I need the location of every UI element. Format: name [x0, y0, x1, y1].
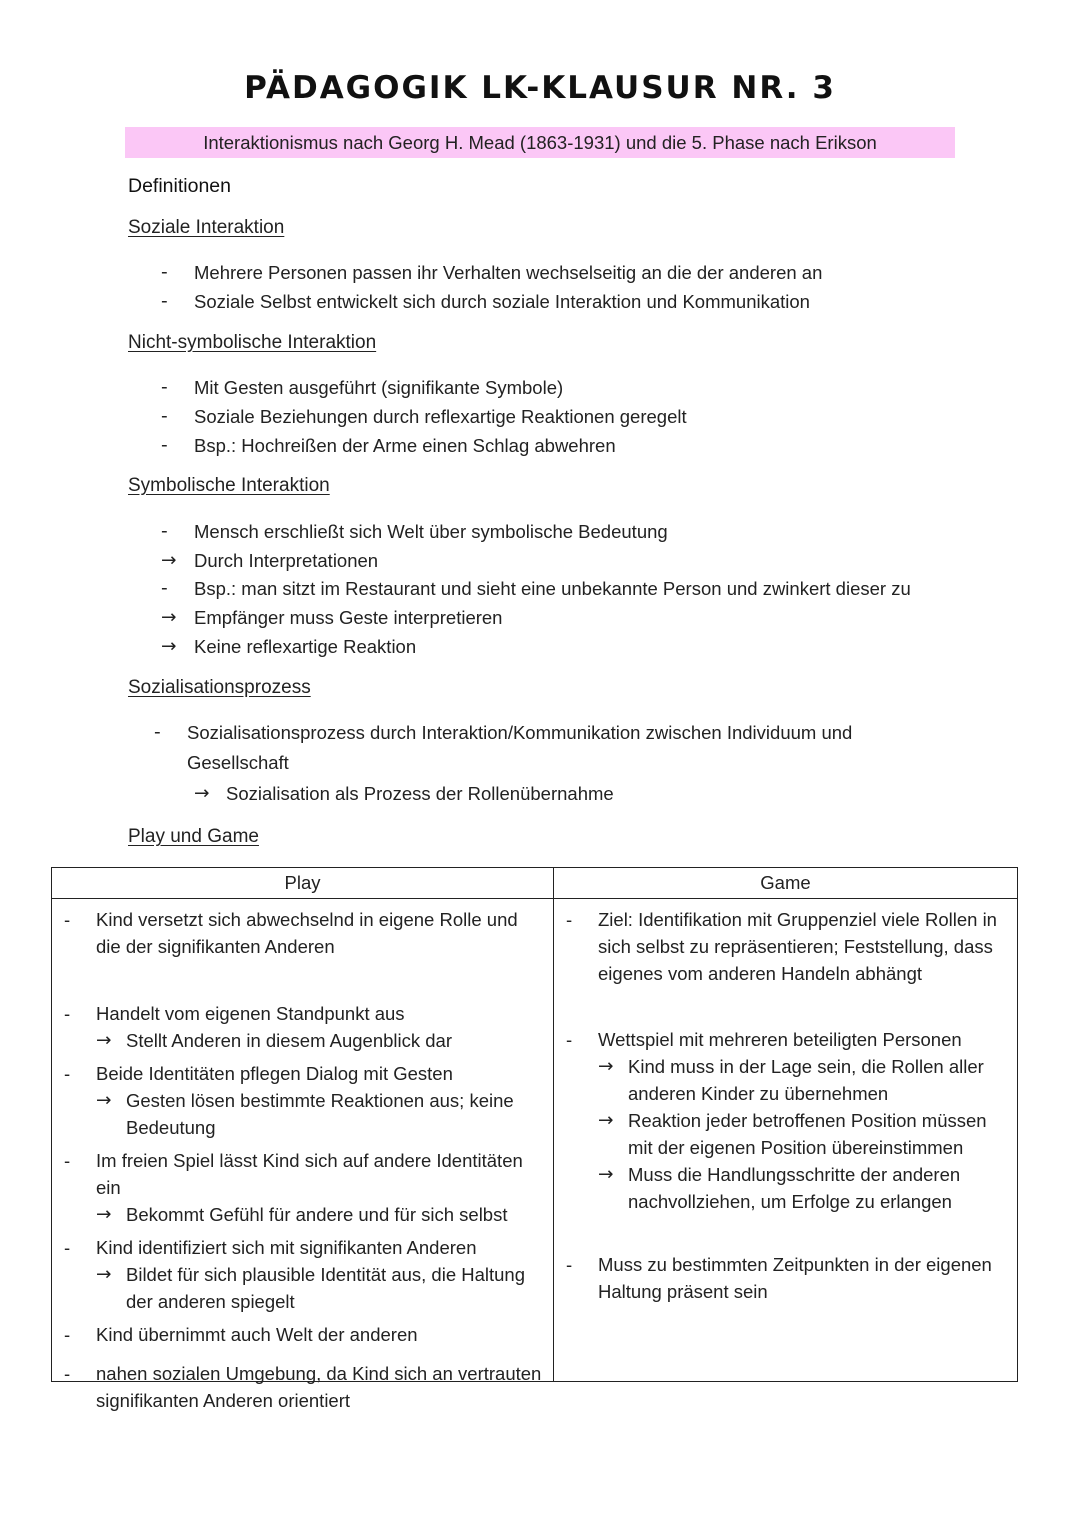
play-item-text: Kind übernimmt auch Welt der anderen — [96, 1324, 418, 1345]
bullet-dash: - — [64, 1237, 71, 1258]
game-sub-item: Muss die Handlungsschritte der anderen nachvollziehen, um Erfolge zu erlangen — [628, 1164, 961, 1212]
play-item-text: Im freien Spiel lässt Kind sich auf andere Identitäten ein — [96, 1150, 523, 1198]
bullet-dash: - — [161, 377, 168, 398]
bullet-dash: - — [161, 578, 168, 599]
arrow-icon: → — [598, 1056, 614, 1077]
arrow-icon: → — [598, 1110, 614, 1131]
bullet-dash: - — [161, 262, 168, 283]
arrow-icon: → — [96, 1030, 112, 1051]
arrow-icon: → — [96, 1264, 112, 1285]
bullet-dash: - — [64, 1150, 71, 1171]
section-heading-soziale-interaktion: Soziale Interaktion — [128, 217, 285, 238]
bullet-dash: - — [64, 1063, 71, 1084]
section-heading-play-und-game: Play und Game — [128, 826, 259, 847]
section-heading-sozialisationsprozess: Sozialisationsprozess — [128, 677, 311, 698]
bullet-dash: - — [566, 1029, 573, 1050]
list-item: Sozialisationsprozess durch Interaktion/Kommunikation zwischen Individuum und — [187, 722, 853, 743]
bullet-dash: - — [64, 1324, 71, 1345]
bullet-dash: - — [161, 435, 168, 456]
bullet-dash: - — [161, 406, 168, 427]
play-item-text: Handelt vom eigenen Standpunkt aus — [96, 1003, 405, 1024]
game-item-text: Wettspiel mit mehreren beteiligten Personen — [598, 1029, 962, 1050]
play-item-text: nahen sozialen Umgebung, da Kind sich an vertrauten signifikanten Anderen orientiert — [96, 1363, 542, 1411]
list-item: Gesellschaft — [187, 752, 289, 773]
page-title: PÄDAGOGIK LK-KLAUSUR NR. 3 — [244, 70, 836, 106]
list-item: Mehrere Personen passen ihr Verhalten wechselseitig an die der anderen an — [194, 262, 823, 283]
play-sub-item: Bildet für sich plausible Identität aus, die Haltung der anderen spiegelt — [126, 1264, 526, 1312]
list-item: Sozialisation als Prozess der Rollenübernahme — [226, 783, 614, 804]
list-item: Soziale Selbst entwickelt sich durch soziale Interaktion und Kommunikation — [194, 291, 810, 312]
arrow-icon: → — [96, 1090, 112, 1111]
game-item-text: Muss zu bestimmten Zeitpunkten in der eigenen Haltung präsent sein — [598, 1254, 992, 1302]
arrow-icon: → — [96, 1204, 112, 1225]
play-column-header: Play — [52, 868, 554, 899]
section-heading-nicht-symbolische-interaktion: Nicht-symbolische Interaktion — [128, 332, 377, 353]
arrow-icon: → — [194, 783, 210, 804]
play-sub-item: Stellt Anderen in diesem Augenblick dar — [126, 1030, 453, 1051]
bullet-dash: - — [161, 291, 168, 312]
section-heading-symbolische-interaktion: Symbolische Interaktion — [128, 475, 330, 496]
arrow-icon: → — [161, 636, 177, 657]
play-item-text: Kind versetzt sich abwechselnd in eigene Rolle und die der signifikanten Anderen — [96, 909, 518, 957]
definitions-heading: Definitionen — [128, 175, 231, 197]
play-item-text: Beide Identitäten pflegen Dialog mit Gesten — [96, 1063, 453, 1084]
list-item: Bsp.: man sitzt im Restaurant und sieht eine unbekannte Person und zwinkert dieser zu — [194, 578, 911, 599]
play-sub-item: Gesten lösen bestimmte Reaktionen aus; keine Bedeutung — [126, 1090, 514, 1138]
arrow-icon: → — [598, 1164, 614, 1185]
list-item: Keine reflexartige Reaktion — [194, 636, 417, 657]
bullet-dash: - — [566, 909, 573, 930]
bullet-dash: - — [566, 1254, 573, 1275]
arrow-icon: → — [161, 607, 177, 628]
game-sub-item: Kind muss in der Lage sein, die Rollen aller anderen Kinder zu übernehmen — [628, 1056, 984, 1104]
arrow-icon: → — [161, 550, 177, 571]
play-cell — [52, 899, 554, 1411]
bullet-dash: - — [64, 1363, 71, 1384]
subtitle-banner: Interaktionismus nach Georg H. Mead (1863-1931) und die 5. Phase nach Erikson — [125, 127, 955, 158]
game-item-text: Ziel: Identifikation mit Gruppenziel viele Rollen in sich selbst zu repräsentieren; Feststellung, dass eigenes vom anderen Handeln abhängt — [598, 909, 997, 984]
game-sub-item: Reaktion jeder betroffenen Position müssen mit der eigenen Position übereinstimmen — [628, 1110, 987, 1158]
bullet-dash: - — [154, 722, 161, 743]
list-item: Soziale Beziehungen durch reflexartige Reaktionen geregelt — [194, 406, 687, 427]
list-item: Bsp.: Hochreißen der Arme einen Schlag abwehren — [194, 435, 616, 456]
play-item-text: Kind identifiziert sich mit signifikanten Anderen — [96, 1237, 477, 1258]
bullet-dash: - — [161, 521, 168, 542]
list-item: Mit Gesten ausgeführt (signifikante Symbole) — [194, 377, 564, 398]
play-sub-item: Bekommt Gefühl für andere und für sich selbst — [126, 1204, 508, 1225]
game-column-header: Game — [554, 868, 1018, 899]
bullet-dash: - — [64, 909, 71, 930]
list-item: Durch Interpretationen — [194, 550, 379, 571]
list-item: Empfänger muss Geste interpretieren — [194, 607, 503, 628]
game-cell — [554, 899, 1018, 1382]
play-game-table — [51, 867, 1018, 1411]
bullet-dash: - — [64, 1003, 71, 1024]
list-item: Mensch erschließt sich Welt über symbolische Bedeutung — [194, 521, 668, 542]
